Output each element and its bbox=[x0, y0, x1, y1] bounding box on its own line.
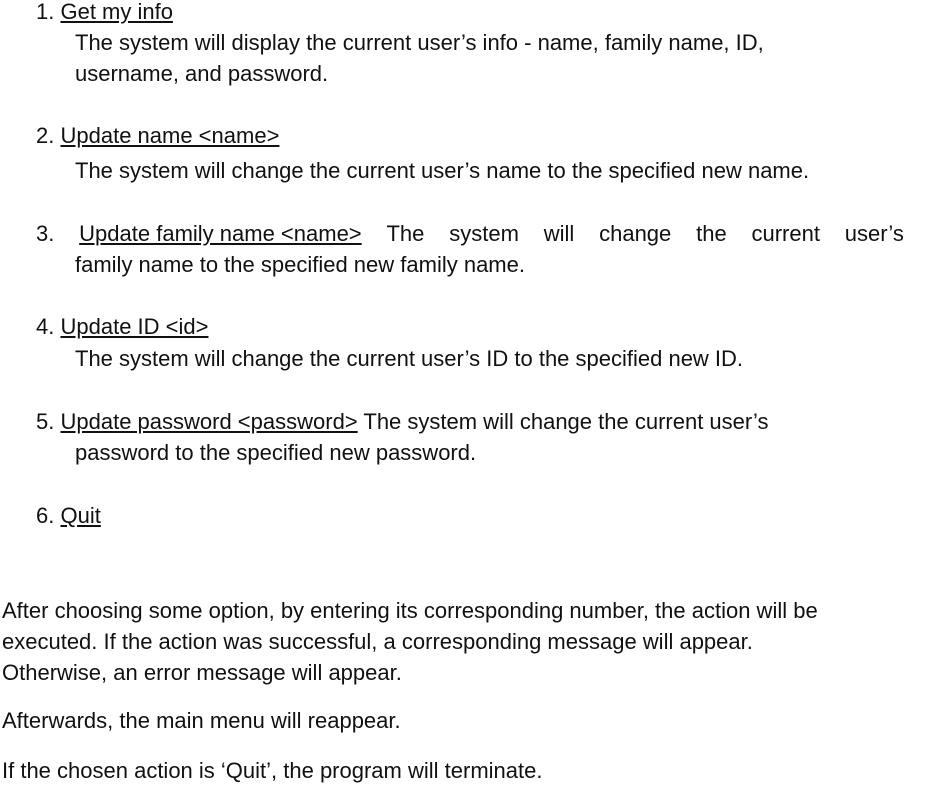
menu-item-number: 5. bbox=[36, 409, 55, 434]
menu-command-get-my-info: Get my info bbox=[60, 0, 173, 24]
menu-item-number: 2. bbox=[36, 123, 55, 148]
menu-item-number: 4. bbox=[36, 314, 55, 339]
menu-item-1 bbox=[36, 0, 173, 27]
menu-item-number: 6. bbox=[36, 503, 55, 528]
description-word: will bbox=[543, 221, 575, 246]
menu-item-number: 1. bbox=[36, 0, 55, 24]
explanation-line: Otherwise, an error message will appear. bbox=[2, 660, 402, 685]
description-word: user’s bbox=[844, 221, 904, 246]
menu-item-description: family name to the specified new family name. bbox=[75, 252, 525, 277]
menu-command-update-family-name: Update family name <name> bbox=[79, 221, 362, 246]
explanation-line: executed. If the action was successful, a corresponding message will appear. bbox=[2, 629, 753, 654]
description-word: the bbox=[696, 221, 727, 246]
menu-item-description-inline: The system will change the current user’s bbox=[363, 409, 769, 434]
explanation-paragraph-quit: If the chosen action is ‘Quit’, the program will terminate. bbox=[2, 758, 543, 783]
menu-item-2 bbox=[36, 120, 279, 151]
menu-item-description: The system will display the current user’s info - name, family name, ID, bbox=[75, 30, 764, 55]
menu-item-number: 3. bbox=[36, 221, 55, 246]
menu-command-update-password: Update password <password> bbox=[60, 409, 358, 434]
menu-command-update-id: Update ID <id> bbox=[60, 314, 209, 339]
explanation-paragraph-menu-reappear: Afterwards, the main menu will reappear. bbox=[2, 708, 401, 733]
description-word: current bbox=[751, 221, 820, 246]
menu-item-4 bbox=[36, 311, 208, 342]
menu-item-6 bbox=[36, 500, 101, 531]
menu-item-5 bbox=[36, 406, 769, 437]
menu-item-3 bbox=[36, 218, 904, 249]
description-word: system bbox=[449, 221, 519, 246]
menu-item-description: username, and password. bbox=[75, 61, 329, 86]
description-word: The bbox=[386, 221, 425, 246]
menu-item-description: The system will change the current user’s ID to the specified new ID. bbox=[75, 346, 744, 371]
menu-item-description: The system will change the current user’s name to the specified new name. bbox=[75, 158, 810, 183]
menu-command-quit: Quit bbox=[60, 503, 101, 528]
description-word: change bbox=[599, 221, 672, 246]
explanation-line: After choosing some option, by entering its corresponding number, the action will be bbox=[2, 598, 818, 623]
menu-item-description: password to the specified new password. bbox=[75, 440, 477, 465]
menu-command-update-name: Update name <name> bbox=[60, 123, 280, 148]
